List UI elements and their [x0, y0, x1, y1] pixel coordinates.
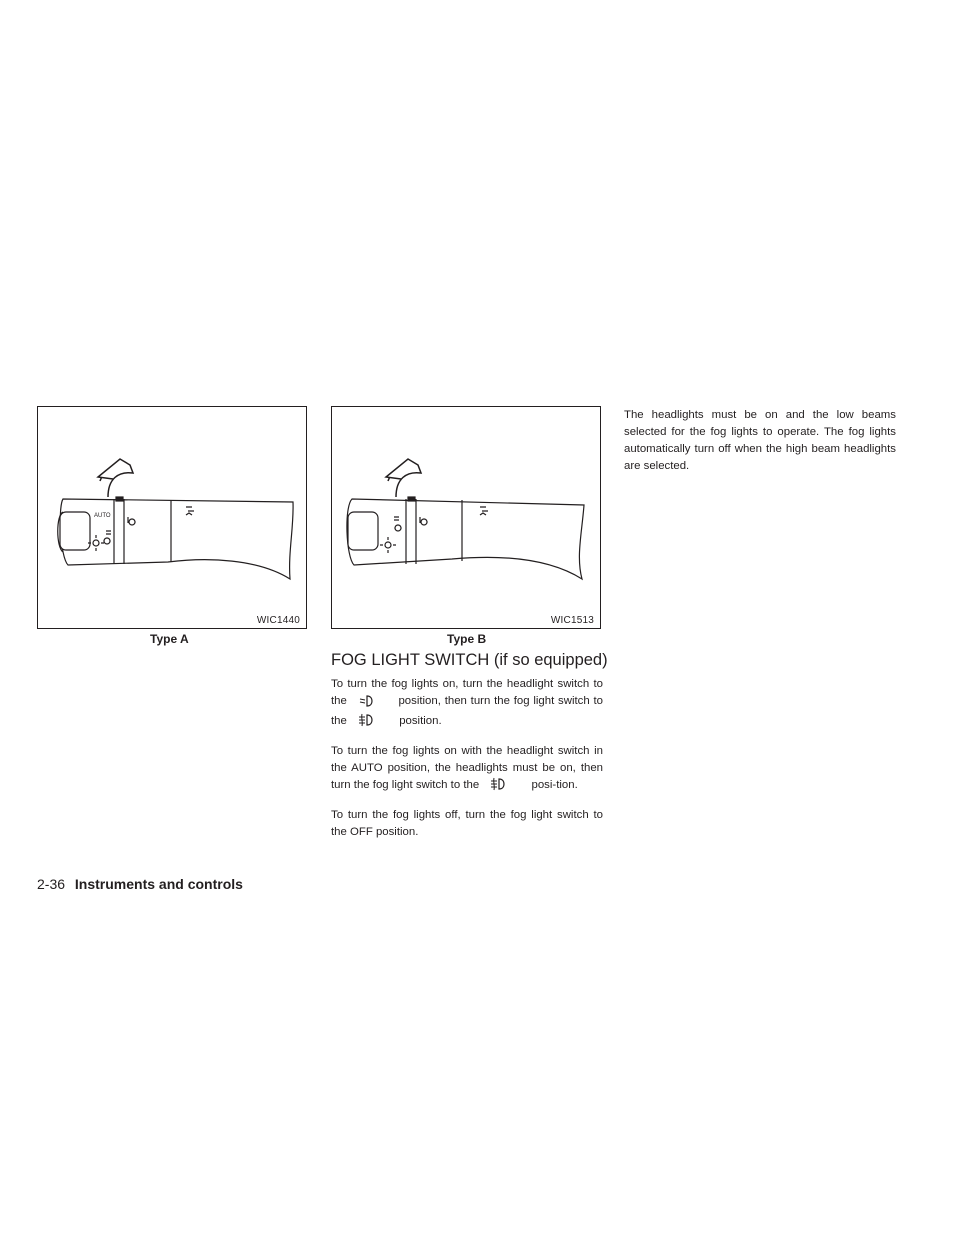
fog-light-icon	[358, 713, 374, 733]
paragraph-fog-on: To turn the fog lights on, turn the headlight switch to the position, then turn the fog light switch to the position.	[331, 676, 603, 733]
paragraph-fog-auto: To turn the fog lights on with the headlight switch in the AUTO position, the headlights must be on, then turn the fog light switch to the posi-tion.	[331, 743, 603, 797]
paragraph-fog-off: To turn the fog lights off, turn the fog light switch to the OFF position.	[331, 809, 603, 838]
section-title: FOG LIGHT SWITCH (if so equipped)	[331, 651, 608, 669]
headlight-switch-illustration	[332, 407, 600, 628]
switch-auto-label: AUTO	[94, 513, 111, 519]
page-footer	[37, 876, 243, 892]
right-column	[624, 407, 896, 485]
middle-column	[331, 676, 603, 851]
figure-caption: Type B	[447, 632, 487, 646]
headlight-switch-illustration	[38, 407, 306, 628]
figure-caption: Type A	[150, 632, 189, 646]
figure-code: WIC1440	[256, 615, 300, 626]
chapter-title: Instruments and controls	[74, 876, 243, 892]
page-number: 2-36	[37, 876, 66, 892]
figure-type-b	[331, 406, 601, 629]
figure-code: WIC1513	[550, 615, 594, 626]
fog-light-icon	[490, 777, 506, 797]
paragraph-headlights-note: The headlights must be on and the low beams selected for the fog lights to operate. The fog lights automatically turn off when the high beam headlights are selected.	[624, 409, 896, 472]
figure-type-a	[37, 406, 307, 629]
headlight-low-beam-icon	[359, 695, 373, 713]
